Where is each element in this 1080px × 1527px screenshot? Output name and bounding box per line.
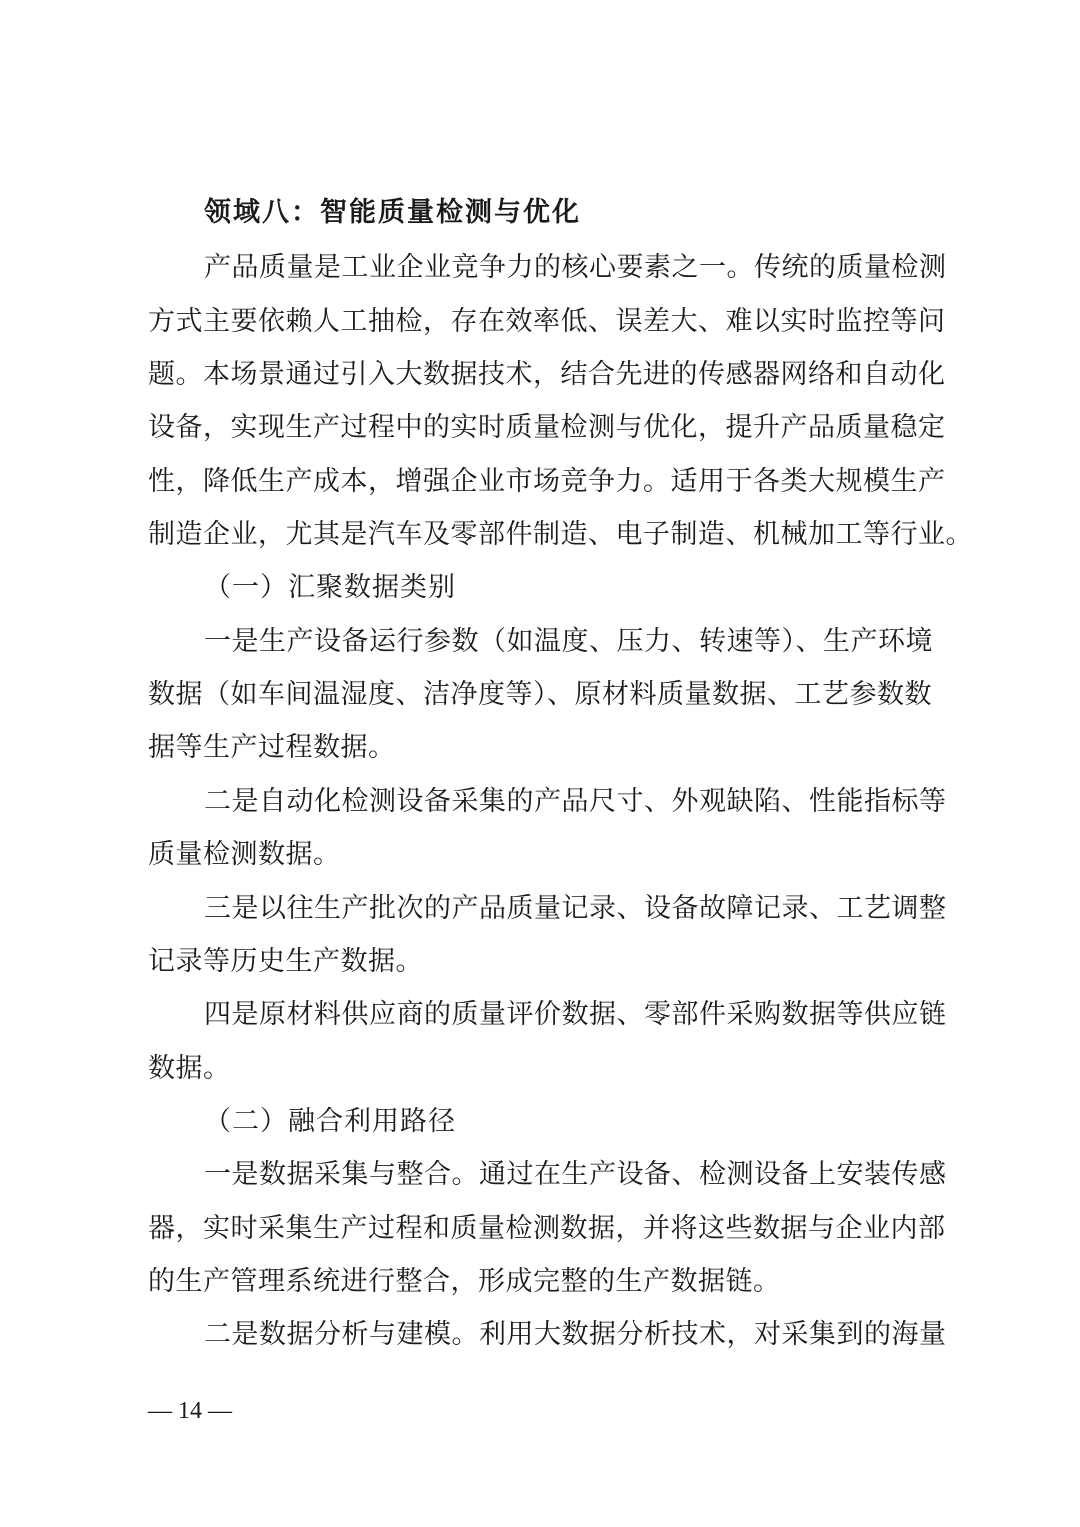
page-number: — 14 — [148,1398,232,1424]
paragraph-line: 器，实时采集生产过程和质量检测数据，并将这些数据与企业内部 [148,1213,946,1244]
paragraph-line: 的生产管理系统进行整合，形成完整的生产数据链。 [148,1266,781,1297]
paragraph-line: 一是生产设备运行参数（如温度、压力、转速等）、生产环境 [204,626,933,657]
subsection-title: （一）汇聚数据类别 [204,572,456,603]
paragraph-line: 性，降低生产成本，增强企业市场竞争力。适用于各类大规模生产 [148,466,946,497]
paragraph-line: 据等生产过程数据。 [148,732,396,763]
paragraph-line: 数据（如车间温湿度、洁净度等）、原材料质量数据、工艺参数数 [148,679,932,710]
paragraph-line: 一是数据采集与整合。通过在生产设备、检测设备上安装传感 [204,1159,947,1190]
paragraph-line: 产品质量是工业企业竞争力的核心要素之一。传统的质量检测 [204,252,947,283]
paragraph-line: 制造企业，尤其是汽车及零部件制造、电子制造、机械加工等行业。 [148,519,973,550]
section-title: 领域八：智能质量检测与优化 [204,197,581,228]
paragraph-line: 二是自动化检测设备采集的产品尺寸、外观缺陷、性能指标等 [204,786,947,817]
paragraph-line: 方式主要依赖人工抽检，存在效率低、误差大、难以实时监控等问 [148,306,946,337]
subsection-title: （二）融合利用路径 [204,1106,456,1137]
paragraph-line: 三是以往生产批次的产品质量记录、设备故障记录、工艺调整 [204,893,947,924]
paragraph-line: 四是原材料供应商的质量评价数据、零部件采购数据等供应链 [204,999,947,1030]
paragraph-line: 质量检测数据。 [148,839,341,870]
paragraph-line: 数据。 [148,1053,231,1084]
paragraph-line: 设备，实现生产过程中的实时质量检测与优化，提升产品质量稳定 [148,412,946,443]
paragraph-line: 题。本场景通过引入大数据技术，结合先进的传感器网络和自动化 [148,359,946,390]
paragraph-line: 记录等历史生产数据。 [148,946,423,977]
paragraph-line: 二是数据分析与建模。利用大数据分析技术，对采集到的海量 [204,1319,947,1350]
